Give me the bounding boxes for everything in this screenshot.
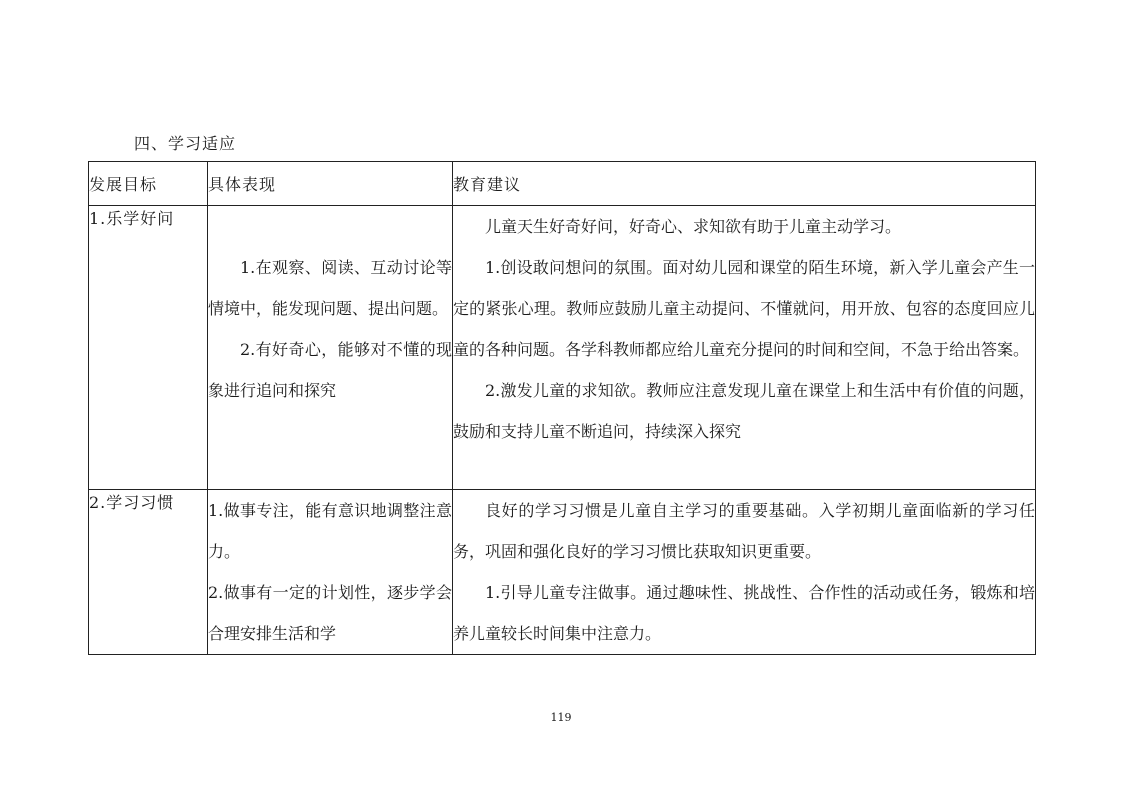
goal-cell: 1.乐学好问: [89, 206, 208, 490]
performance-item: 2.有好奇心，能够对不懂的现象进行追问和探究: [208, 340, 452, 400]
advice-cell: [453, 490, 1036, 655]
performance-item: 1.做事专注，能有意识地调整注意力。: [208, 501, 452, 561]
header-specific-performance: 具体表现: [208, 162, 453, 206]
advice-paragraph: 儿童天生好奇好问，好奇心、求知欲有助于儿童主动学习。: [485, 217, 902, 236]
performance-cell: [208, 206, 453, 490]
guidance-table: [88, 161, 1036, 655]
advice-paragraph: 1.引导儿童专注做事。通过趣味性、挑战性、合作性的活动或任务，锻炼和培养儿童较长时间集中注意力。: [453, 583, 1035, 643]
performance-item: 1.在观察、阅读、互动讨论等情境中，能发现问题、提出问题。: [208, 258, 452, 318]
performance-item: 2.做事有一定的计划性，逐步学会合理安排生活和学: [208, 583, 452, 643]
advice-paragraph: 良好的学习习惯是儿童自主学习的重要基础。入学初期儿童面临新的学习任务，巩固和强化良好的学习习惯比获取知识更重要。: [453, 501, 1035, 561]
section-title: 四、学习适应: [134, 134, 237, 153]
table-row: [89, 206, 1036, 490]
performance-cell: [208, 490, 453, 655]
advice-paragraph: 2.激发儿童的求知欲。教师应注意发现儿童在课堂上和生活中有价值的问题，鼓励和支持儿童不断追问，持续深入探究: [453, 381, 1035, 441]
header-development-goal: 发展目标: [89, 162, 208, 206]
goal-cell: 2.学习习惯: [89, 490, 208, 655]
table-header-row: [89, 162, 1036, 206]
header-education-advice: 教育建议: [453, 162, 1036, 206]
table-row: [89, 490, 1036, 655]
advice-paragraph: 1.创设敢问想问的氛围。面对幼儿园和课堂的陌生环境，新入学儿童会产生一定的紧张心理。教师应鼓励儿童主动提问、不懂就问，用开放、包容的态度回应儿童的各种问题。各学科教师都应给儿童充分提问的时间和空间，不急于给出答案。: [453, 258, 1035, 359]
advice-cell: [453, 206, 1036, 490]
page-number: 119: [550, 711, 572, 724]
